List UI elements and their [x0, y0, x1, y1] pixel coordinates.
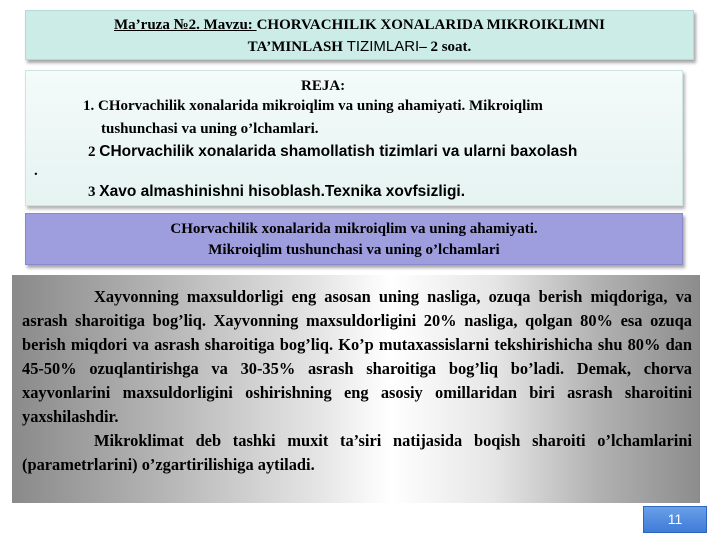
- plan-box: [25, 70, 683, 206]
- plan-item-3-text: Xavo almashinishni hisoblash.Texnika xovfsizligi.: [99, 183, 466, 200]
- section-subtitle-line1: CHorvachilik xonalarida mikroiqlim va uning ahamiyati.: [170, 221, 538, 237]
- plan-item-1-line1: 1. CHorvachilik xonalarida mikroiqlim va uning ahamiyati. Mikroiqlim: [83, 98, 543, 114]
- lecture-title-line1: [26, 15, 693, 36]
- lecture-title-line2: [26, 36, 693, 58]
- plan-item-2: [88, 143, 577, 161]
- plan-bullet: .: [34, 163, 38, 179]
- section-subtitle-line2: Mikroiqlim tushunchasi va uning o’lchamlari: [208, 242, 500, 258]
- section-subtitle-box: [25, 213, 683, 265]
- plan-item-3: [88, 183, 465, 201]
- plan-item-3-number: 3: [88, 184, 96, 200]
- body-paragraph-1: Xayvonning maxsuldorligi eng asosan uning nasliga, ozuqa berish miqdoriga, va asrash sharoitiga bog’liq. Xayvonning maxsuldorligini 20% nasliga, qolgan 80% esa ozuqa berish miqdori va asrash sharoitiga bog’liq. Ko’p mutaxassislarni tekshirishicha shu 80% dan 45-50% ozuqlantirishga va 30-35% asrash sharoitiga bog’liq bo’ladi. Demak, chorva xayvonlarini maxsuldorligini oshirishning eng asosiy omillaridan biri asrash sharoitini yaxshilashdir.: [22, 287, 692, 426]
- plan-heading: REJA:: [301, 78, 346, 94]
- slide-number-badge: 11: [643, 506, 707, 533]
- lecture-title-part1: CHORVACHILIK XONALARIDA MIKROIKLIMNI: [256, 17, 605, 33]
- lecture-topic-prefix: Ma’ruza №2. Mavzu:: [114, 17, 257, 33]
- lecture-title-part2: TA’MINLASH: [247, 39, 347, 55]
- body-paragraph-2: Mikroklimat deb tashki muxit ta’siri natijasida boqish sharoiti o’lchamlarini (parametrlarini) o’zgartirilishiga aytiladi.: [22, 431, 692, 474]
- lecture-title-box: [25, 10, 694, 60]
- lecture-title-part3: TIZIMLARI: [346, 38, 420, 55]
- lecture-duration: – 2 soat.: [419, 39, 472, 55]
- plan-item-2-text: CHorvachilik xonalarida shamollatish tizimlari va ularni baxolash: [99, 143, 578, 160]
- plan-item-1-line2: tushunchasi va uning o’lchamlari.: [101, 121, 319, 137]
- body-text-box: [12, 275, 700, 503]
- plan-item-2-number: 2: [88, 144, 96, 160]
